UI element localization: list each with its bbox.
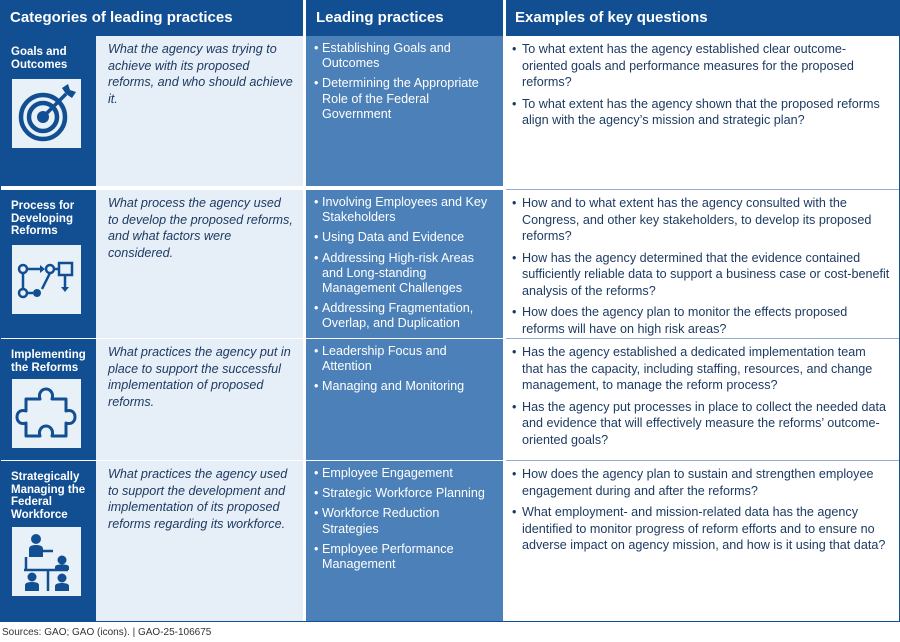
practice-item: • Determining the Appropriate Role of the Federal Government [314, 76, 497, 122]
practice-item: • Using Data and Evidence [314, 230, 497, 245]
category-cell [0, 36, 96, 186]
category-cell [0, 190, 96, 338]
key-questions-list [506, 339, 900, 460]
practice-item: • Establishing Goals and Outcomes [314, 41, 497, 71]
leading-practices-list [306, 461, 503, 622]
header-practices: Leading practices [306, 0, 503, 36]
practice-item: • Employee Performance Management [314, 542, 497, 572]
process-flow-icon [12, 245, 81, 314]
table-border [0, 36, 1, 622]
practice-item: • Managing and Monitoring [314, 379, 497, 394]
practice-item: • Addressing Fragmentation, Overlap, and Duplication [314, 301, 497, 331]
category-title: Strategically Managing the Federal Workforce [11, 471, 86, 521]
practice-item: • Involving Employees and Key Stakeholders [314, 195, 497, 225]
table-border [0, 621, 900, 622]
category-description: What process the agency used to develop the proposed reforms, and what factors were considered. [96, 190, 303, 338]
header-questions: Examples of key questions [506, 0, 900, 36]
question-item: • How has the agency determined that the evidence contained sufficiently reliable data to support a business case or cost-benefit analysis of the reforms? [512, 250, 890, 300]
leading-practices-list [306, 339, 503, 460]
puzzle-piece-icon [12, 379, 81, 448]
category-title: Goals and Outcomes [11, 46, 68, 71]
target-icon [12, 79, 81, 148]
question-item: • How and to what extent has the agency consulted with the Congress, and other key stakeholders, to develop its proposed reforms? [512, 195, 890, 245]
question-item: • How does the agency plan to sustain and strengthen employee engagement during and after the reforms? [512, 466, 890, 499]
leading-practices-list [306, 190, 503, 338]
category-description: What practices the agency used to support the development and implementation of its proposed reforms regarding its workforce. [96, 461, 303, 622]
category-description: What practices the agency put in place to support the successful implementation of proposed reforms. [96, 339, 303, 460]
practice-item: • Addressing High-risk Areas and Long-standing Management Challenges [314, 251, 497, 297]
header-categories: Categories of leading practices [0, 0, 303, 36]
category-description: What the agency was trying to achieve with its proposed reforms, and who should achieve it. [96, 36, 303, 186]
practice-item: • Strategic Workforce Planning [314, 486, 497, 501]
category-title: Implementing the Reforms [11, 349, 86, 374]
question-item: • To what extent has the agency shown that the proposed reforms align with the agency’s mission and strategic plan? [512, 96, 890, 129]
leading-practices-list [306, 36, 503, 186]
table-row-process [0, 190, 900, 338]
question-item: • Has the agency established a dedicated implementation team that has the capacity, including staffing, resources, and change management, to manage the reform process? [512, 344, 890, 394]
source-note: Sources: GAO; GAO (icons). | GAO-25-106675 [2, 627, 212, 638]
category-cell [0, 461, 96, 622]
table-row-workforce [0, 461, 900, 622]
key-questions-list [506, 190, 900, 338]
practice-item: • Leadership Focus and Attention [314, 344, 497, 374]
practice-item: • Employee Engagement [314, 466, 497, 481]
workforce-meeting-icon [12, 527, 81, 596]
question-item: • Has the agency put processes in place to collect the needed data and evidence that will effectively measure the reforms’ outcome-oriented goals? [512, 399, 890, 449]
question-item: • How does the agency plan to monitor the effects proposed reforms will have on high risk areas? [512, 304, 890, 337]
category-cell [0, 339, 96, 460]
key-questions-list [506, 461, 900, 622]
question-item: • To what extent has the agency established clear outcome-oriented goals and performance measures for the proposed reforms? [512, 41, 890, 91]
practice-item: • Workforce Reduction Strategies [314, 506, 497, 536]
category-title: Process for Developing Reforms [11, 200, 75, 237]
key-questions-list [506, 36, 900, 186]
table-row-goals [0, 36, 900, 186]
table-row-implementing [0, 339, 900, 460]
question-item: • What employment- and mission-related data has the agency identified to monitor progress of reform efforts and to ensure no adverse impact on agency mission, and how is it using that data? [512, 504, 890, 554]
